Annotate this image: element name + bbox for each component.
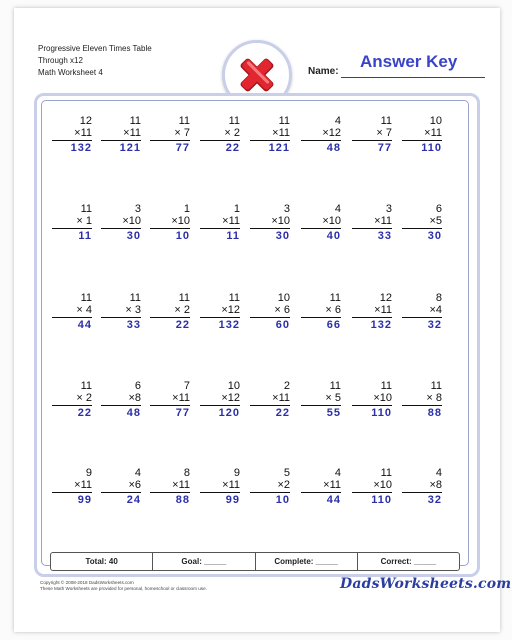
answer: 22	[175, 319, 190, 331]
answer: 110	[421, 142, 442, 154]
problem-item	[402, 467, 442, 507]
answer: 48	[126, 407, 141, 419]
problem-item	[101, 292, 141, 332]
multiplicand: 11	[329, 380, 341, 392]
name-label: Name:	[308, 66, 339, 77]
answer: 30	[427, 230, 442, 242]
multiplier: ×11	[222, 479, 240, 491]
worksheet-title	[38, 43, 152, 79]
answer: 110	[371, 494, 392, 506]
multiplicand: 4	[334, 467, 341, 479]
problem-item	[301, 115, 341, 155]
multiplicand: 6	[435, 203, 442, 215]
answer: 32	[427, 494, 442, 506]
multiplicand: 11	[329, 292, 341, 304]
multiplicand: 8	[183, 467, 190, 479]
problem-item	[352, 380, 392, 420]
multiplier: ×11	[222, 215, 240, 227]
multiplicand: 6	[134, 380, 141, 392]
title-line: Progressive Eleven Times Table	[38, 44, 152, 53]
problem-item	[52, 292, 92, 332]
problem-item	[352, 203, 392, 243]
answer: 32	[427, 319, 442, 331]
multiplier: ×6	[128, 479, 141, 491]
correct-cell: Correct: _____	[380, 557, 437, 566]
multiplicand: 4	[334, 203, 341, 215]
multiplier: ×8	[429, 479, 442, 491]
answer: 132	[218, 319, 240, 331]
answer: 30	[275, 230, 290, 242]
multiplicand: 11	[228, 115, 240, 127]
answer: 132	[370, 319, 392, 331]
multiplicand: 8	[435, 292, 442, 304]
multiplicand: 11	[228, 292, 240, 304]
multiplicand: 4	[334, 115, 341, 127]
answer: 22	[225, 142, 240, 154]
problem-item	[250, 292, 290, 332]
answer: 77	[377, 142, 392, 154]
answer: 33	[126, 319, 141, 331]
multiplicand: 2	[283, 380, 290, 392]
multiplicand: 11	[80, 203, 92, 215]
multiplicand: 11	[178, 115, 190, 127]
problem-item	[250, 115, 290, 155]
multiplicand: 4	[435, 467, 442, 479]
answer: 11	[226, 230, 240, 242]
multiplicand: 9	[85, 467, 92, 479]
problem-item	[402, 115, 442, 155]
title-line: Through x12	[38, 56, 83, 65]
multiplier: × 2	[76, 392, 92, 404]
answer: 10	[175, 230, 190, 242]
multiplier: × 5	[325, 392, 341, 404]
answer: 22	[77, 407, 92, 419]
multiplier: × 2	[224, 127, 240, 139]
answer: 110	[371, 407, 392, 419]
multiplicand: 3	[283, 203, 290, 215]
problem-item	[250, 380, 290, 420]
multiplicand: 7	[183, 380, 190, 392]
problem-item	[101, 203, 141, 243]
copyright-line: These Math Worksheets are provided for personal, homeschool or classroom use.	[40, 586, 207, 591]
multiplicand: 11	[380, 380, 392, 392]
multiplier: × 7	[376, 127, 392, 139]
problem-item	[200, 115, 240, 155]
multiplier: × 7	[174, 127, 190, 139]
multiplier: × 1	[76, 215, 92, 227]
goal-cell: Goal: _____	[153, 553, 255, 570]
multiplier: ×11	[74, 127, 92, 139]
multiplicand: 3	[134, 203, 141, 215]
multiplier: ×10	[171, 215, 190, 227]
problem-item	[52, 115, 92, 155]
multiplier: ×11	[374, 304, 392, 316]
multiplicand: 11	[178, 292, 190, 304]
problem-item	[52, 380, 92, 420]
title-line: Math Worksheet 4	[38, 68, 103, 77]
multiplier: ×11	[323, 479, 341, 491]
problem-item	[101, 467, 141, 507]
problem-item	[352, 467, 392, 507]
problem-item	[250, 467, 290, 507]
answer: 77	[175, 407, 190, 419]
problem-item	[150, 115, 190, 155]
multiplicand: 10	[227, 380, 240, 392]
multiplicand: 12	[379, 292, 392, 304]
multiplier: ×11	[272, 127, 290, 139]
answer: 66	[326, 319, 341, 331]
red-x-icon	[235, 53, 279, 97]
multiplicand: 11	[129, 115, 141, 127]
multiplicand: 10	[277, 292, 290, 304]
multiplicand: 1	[183, 203, 190, 215]
total-cell: Total: 40	[51, 553, 153, 570]
multiplicand: 11	[129, 292, 141, 304]
multiplicand: 10	[429, 115, 442, 127]
multiplier: ×2	[277, 479, 290, 491]
complete-cell: Complete: _____	[256, 553, 358, 570]
answer: 48	[326, 142, 341, 154]
problem-item	[301, 203, 341, 243]
answer-key-label: Answer Key	[360, 52, 458, 71]
problem-item	[150, 292, 190, 332]
problem-item	[352, 115, 392, 155]
multiplier: ×11	[172, 392, 190, 404]
problem-item	[200, 467, 240, 507]
problem-item	[402, 292, 442, 332]
multiplicand: 12	[79, 115, 92, 127]
multiplier: ×10	[122, 215, 141, 227]
multiplier: ×12	[221, 392, 240, 404]
problem-item	[402, 380, 442, 420]
multiplicand: 11	[380, 467, 392, 479]
multiplier: ×5	[429, 215, 442, 227]
answer: 88	[427, 407, 442, 419]
problem-item	[52, 203, 92, 243]
answer: 60	[275, 319, 290, 331]
problem-item	[101, 380, 141, 420]
answer: 99	[225, 494, 240, 506]
multiplier: ×10	[373, 479, 392, 491]
multiplicand: 1	[233, 203, 240, 215]
problem-item	[250, 203, 290, 243]
multiplicand: 11	[80, 292, 92, 304]
answer: 44	[77, 319, 92, 331]
answer: 33	[377, 230, 392, 242]
multiplier: ×11	[374, 215, 392, 227]
answer: 120	[218, 407, 240, 419]
problem-item	[200, 380, 240, 420]
multiplicand: 3	[385, 203, 392, 215]
multiplier: ×10	[373, 392, 392, 404]
answer: 22	[275, 407, 290, 419]
problem-item	[150, 203, 190, 243]
problem-item	[301, 292, 341, 332]
multiplier: ×11	[123, 127, 141, 139]
problem-item	[101, 115, 141, 155]
multiplicand: 9	[233, 467, 240, 479]
multiplier: × 3	[125, 304, 141, 316]
multiplicand: 11	[278, 115, 290, 127]
problem-item	[200, 292, 240, 332]
multiplier: ×12	[322, 127, 341, 139]
answer: 132	[70, 142, 92, 154]
problem-item	[150, 467, 190, 507]
multiplier: × 4	[76, 304, 92, 316]
multiplier: × 6	[274, 304, 290, 316]
problem-item	[200, 203, 240, 243]
brand-logo: DadsWorksheets.com	[340, 576, 512, 592]
multiplicand: 11	[380, 115, 392, 127]
copyright-line: Copyright © 2008-2018 DadsWorksheets.com	[40, 580, 134, 585]
copyright-notice	[40, 580, 207, 592]
answer: 77	[175, 142, 190, 154]
answer: 44	[326, 494, 341, 506]
multiplier: ×8	[128, 392, 141, 404]
answer: 88	[175, 494, 190, 506]
answer: 40	[326, 230, 341, 242]
multiplier: ×4	[429, 304, 442, 316]
problem-item	[150, 380, 190, 420]
multiplicand: 11	[80, 380, 92, 392]
answer: 10	[275, 494, 290, 506]
multiplier: × 8	[426, 392, 442, 404]
name-line	[341, 77, 485, 78]
multiplier: ×11	[74, 479, 92, 491]
multiplicand: 4	[134, 467, 141, 479]
problem-item	[352, 292, 392, 332]
multiplier: ×11	[424, 127, 442, 139]
multiplier: × 2	[174, 304, 190, 316]
multiplicand: 5	[283, 467, 290, 479]
answer: 55	[326, 407, 341, 419]
multiplier: ×11	[172, 479, 190, 491]
answer: 24	[126, 494, 141, 506]
multiplier: ×12	[221, 304, 240, 316]
answer: 121	[268, 142, 290, 154]
problem-item	[301, 380, 341, 420]
answer: 30	[126, 230, 141, 242]
answer: 11	[78, 230, 92, 242]
problem-item	[402, 203, 442, 243]
multiplier: ×11	[272, 392, 290, 404]
multiplicand: 11	[430, 380, 442, 392]
multiplier: ×10	[271, 215, 290, 227]
score-bar	[50, 552, 460, 571]
problem-item	[52, 467, 92, 507]
multiplier: ×10	[322, 215, 341, 227]
multiplier: × 6	[325, 304, 341, 316]
answer: 99	[77, 494, 92, 506]
problem-item	[301, 467, 341, 507]
answer: 121	[119, 142, 141, 154]
